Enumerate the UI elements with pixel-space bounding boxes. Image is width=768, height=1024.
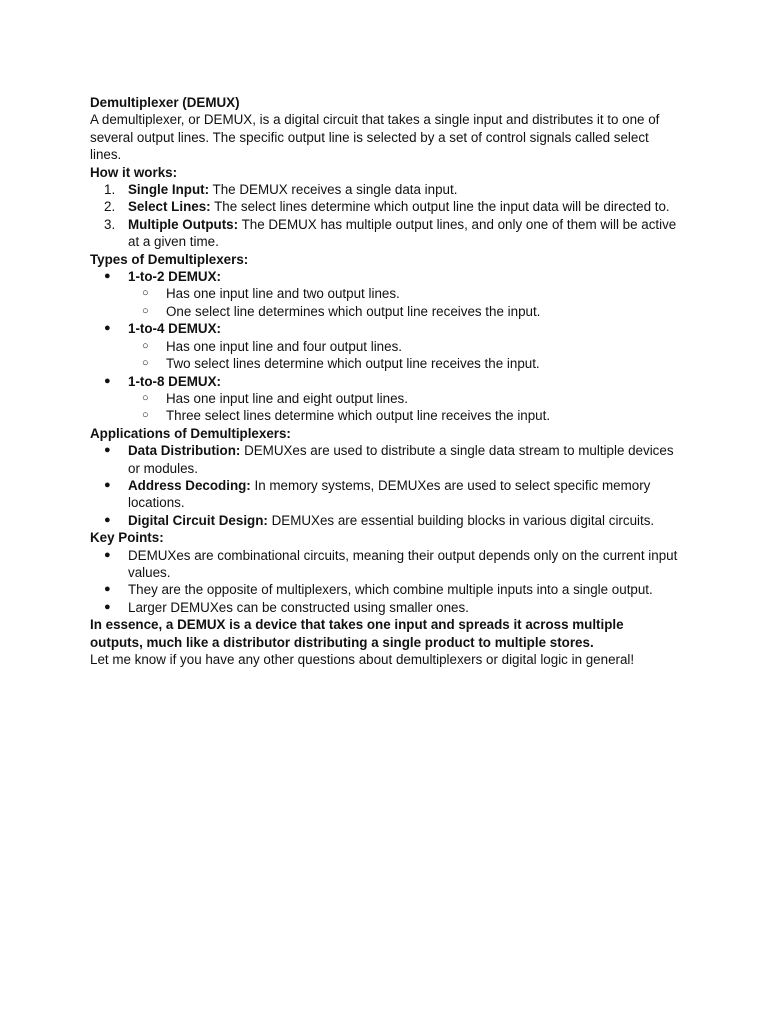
key-points-heading: Key Points: — [90, 530, 164, 546]
item-label: Multiple Outputs: — [128, 216, 239, 232]
item-text: Three select lines determine which output line receives the input. — [166, 408, 551, 424]
item-text: Two select lines determine which output line receives the input. — [166, 356, 540, 372]
bullet-icon: ● — [104, 322, 111, 335]
list-item — [90, 181, 678, 198]
bullet-icon: ● — [104, 478, 111, 491]
how-it-works-heading: How it works: — [90, 164, 178, 180]
key-points-list — [90, 547, 678, 617]
item-label: Digital Circuit Design: — [128, 512, 268, 528]
item-label: Data Distribution: — [128, 443, 241, 459]
sub-list-item — [90, 338, 678, 355]
list-item — [90, 599, 678, 616]
bullet-icon: ● — [104, 583, 111, 596]
sub-list-item — [90, 407, 678, 424]
item-text: The select lines determine which output line the input data will be directed to. — [210, 199, 670, 215]
item-text: Has one input line and four output lines. — [166, 338, 402, 354]
item-text: DEMUXes are used to distribute a single data stream to multiple devices or modules. — [128, 443, 674, 476]
sub-list-item — [90, 303, 678, 320]
list-item — [90, 477, 678, 512]
document-title: Demultiplexer (DEMUX) — [90, 95, 240, 110]
bullet-icon: ● — [104, 444, 111, 457]
sub-bullet-icon: ○ — [142, 287, 149, 300]
list-number: 2. — [104, 199, 116, 215]
sub-list-item — [90, 355, 678, 372]
item-label: 1-to-2 DEMUX: — [128, 269, 221, 285]
list-item — [90, 512, 678, 529]
list-item — [90, 320, 678, 337]
item-text: They are the opposite of multiplexers, which combine multiple inputs into a single output. — [128, 582, 653, 598]
list-number: 3. — [104, 216, 116, 232]
types-list — [90, 268, 678, 425]
item-label: 1-to-8 DEMUX: — [128, 373, 221, 389]
bullet-icon: ● — [104, 600, 111, 613]
item-text: The DEMUX receives a single data input. — [209, 182, 458, 198]
item-text: DEMUXes are essential building blocks in various digital circuits. — [267, 512, 655, 528]
item-text: In memory systems, DEMUXes are used to select specific memory locations. — [128, 477, 651, 511]
item-label: Address Decoding: — [128, 477, 251, 493]
item-text: DEMUXes are combinational circuits, meaning their output depends only on the current input values. — [128, 547, 678, 580]
item-text: One select line determines which output line receives the input. — [166, 303, 541, 319]
sub-bullet-icon: ○ — [142, 409, 149, 422]
types-heading: Types of Demultiplexers: — [90, 251, 249, 267]
essence-paragraph: In essence, a DEMUX is a device that takes one input and spreads it across multiple outputs, much like a distributor distributing a single product to multiple stores. — [90, 617, 624, 650]
bullet-icon: ● — [104, 374, 111, 387]
how-it-works-list — [90, 181, 678, 251]
bullet-icon: ● — [104, 548, 111, 561]
list-item — [90, 442, 678, 477]
list-item — [90, 581, 678, 598]
list-item — [90, 547, 678, 582]
bullet-icon: ● — [104, 270, 111, 283]
list-number: 1. — [104, 182, 116, 198]
intro-paragraph: A demultiplexer, or DEMUX, is a digital circuit that takes a single input and distributes it to one of several output lines. The specific output line is selected by a set of control signals called select lines. — [90, 112, 660, 163]
item-label: 1-to-4 DEMUX: — [128, 321, 221, 337]
sub-bullet-icon: ○ — [142, 357, 149, 370]
closing-paragraph: Let me know if you have any other questions about demultiplexers or digital logic in general! — [90, 652, 635, 667]
applications-heading: Applications of Demultiplexers: — [90, 425, 291, 441]
item-text: Larger DEMUXes can be constructed using smaller ones. — [128, 599, 469, 615]
item-text: The DEMUX has multiple output lines, and only one of them will be active at a given time. — [128, 216, 677, 250]
list-item — [90, 268, 678, 285]
bullet-icon: ● — [104, 513, 111, 526]
item-text: Has one input line and two output lines. — [166, 286, 400, 302]
sub-bullet-icon: ○ — [142, 304, 149, 317]
sub-list-item — [90, 390, 678, 407]
list-item — [90, 198, 678, 215]
applications-list — [90, 442, 678, 529]
item-label: Select Lines: — [128, 199, 211, 215]
list-item — [90, 216, 678, 251]
item-text: Has one input line and eight output lines. — [166, 390, 408, 406]
item-label: Single Input: — [128, 182, 210, 198]
sub-list-item — [90, 285, 678, 302]
sub-bullet-icon: ○ — [142, 391, 149, 404]
list-item — [90, 373, 678, 390]
sub-bullet-icon: ○ — [142, 339, 149, 352]
